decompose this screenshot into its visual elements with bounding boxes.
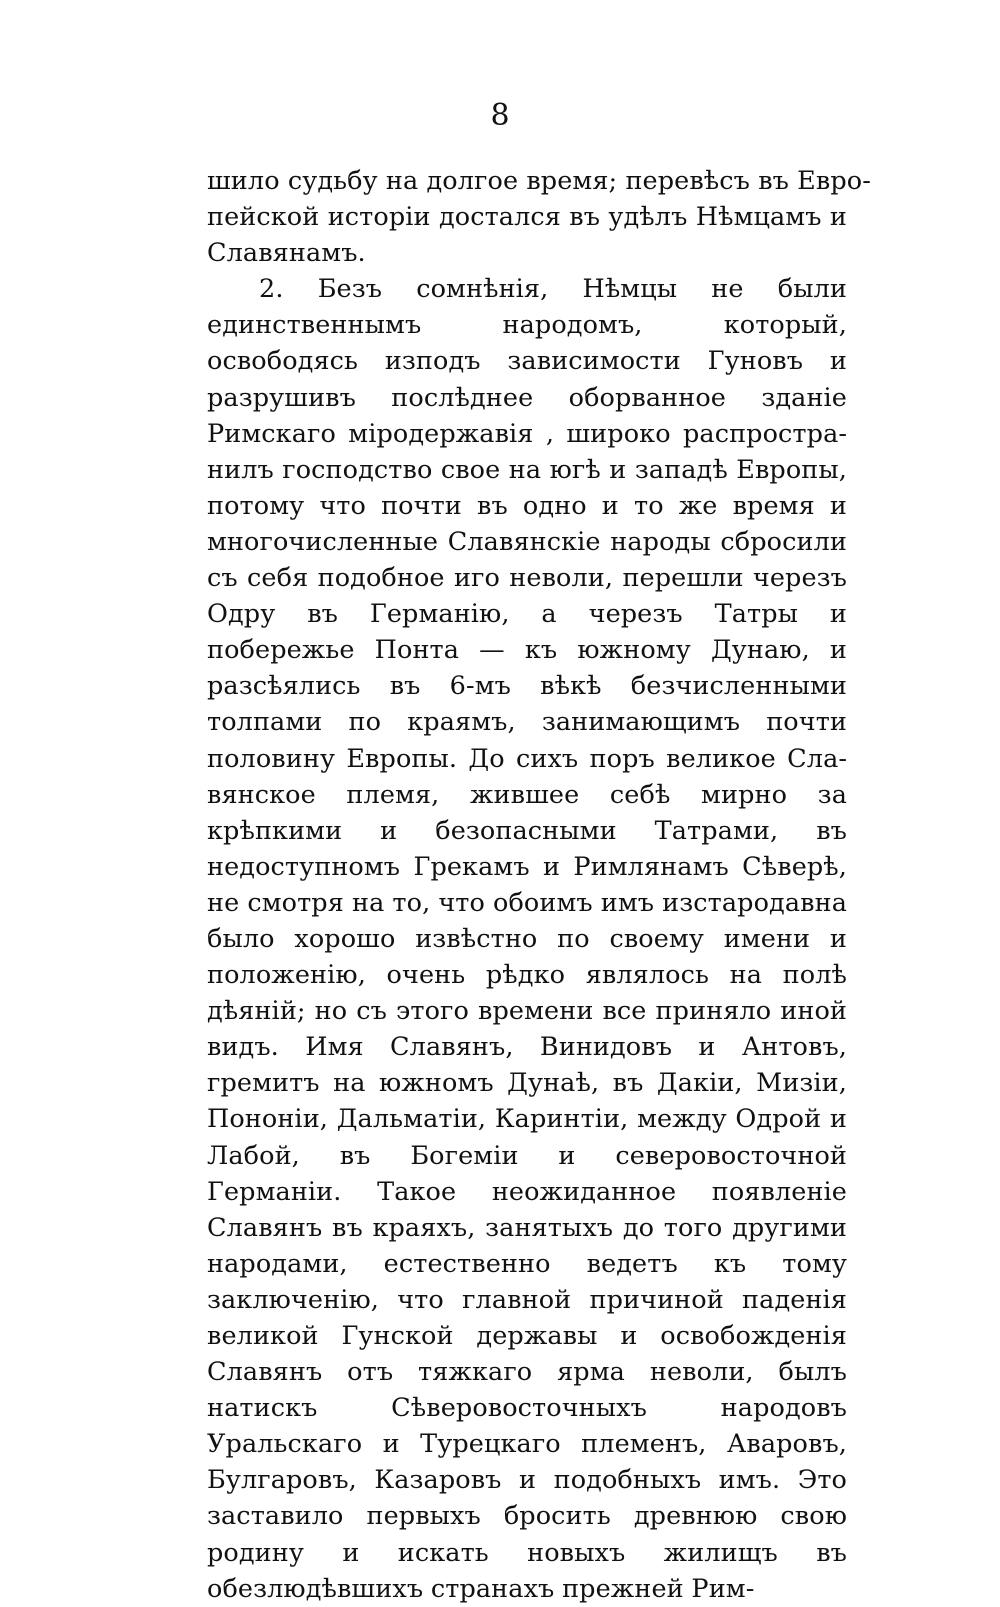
paragraph-2: 2. Безъ сомнѣнія, Нѣмцы не были единственнымъ народомъ, который, освободясь изподъ зависимости Гуновъ и разрушивъ послѣднее оборванное зданіе Римскаго міродержавія , широко распространилъ господство свое на югѣ и западѣ Европы, потому что почти въ одно и то же время и многочисленные Славянскіе народы сбросили съ себя подобное иго неволи, перешли черезъ Одру въ Германію, а черезъ Татры и побережье Понта — къ южному Дунаю, и разсѣялись въ 6-мъ вѣкѣ безчисленными толпами по краямъ, занимающимъ почти половину Европы. До сихъ поръ великое Славянское племя, жившее себѣ мирно за крѣпкими и безопасными Татрами, въ недоступномъ Грекамъ и Римлянамъ Сѣверѣ, не смотря на то, что обоимъ имъ изстародавна было хорошо извѣстно по своему имени и положенію, очень рѣдко являлось на полѣ дѣяній; но съ этого времени все приняло иной видъ. Имя Славянъ, Винидовъ и Антовъ, гремитъ на южномъ Дунаѣ, въ Дакіи, Мизіи, Пононіи, Дальматіи, Каринтіи, между Одрой и Лабой, въ Богеміи и северовосточной Германіи. Такое неожиданное появленіе Славянъ въ краяхъ, занятыхъ до того другими народами, естественно ведетъ къ тому заключенію, что главной причиной паденія великой Гунской державы и освобожденія Славянъ отъ тяжкаго ярма неволи, былъ натискъ Сѣверовосточныхъ народовъ Уральскаго и Турецкаго племенъ, Аваровъ, Булгаровъ, Казаровъ и подобныхъ имъ. Это заставило первыхъ бросить древнюю свою родину и искать новыхъ жилищъ въ обезлюдѣвшихъ странахъ прежней Рим- [207,274,847,1604]
paragraph-1-line-2: пейской исторіи достался въ удѣлъ Нѣмцамъ и [207,202,847,233]
paragraph-1-line-3: Славянамъ. [207,238,366,269]
page-number: 8 [490,98,510,133]
page-body-text [207,163,871,1607]
paragraph-1-line-1: шило судьбу на долгое время; перевѣсъ въ Евро- [207,166,871,196]
